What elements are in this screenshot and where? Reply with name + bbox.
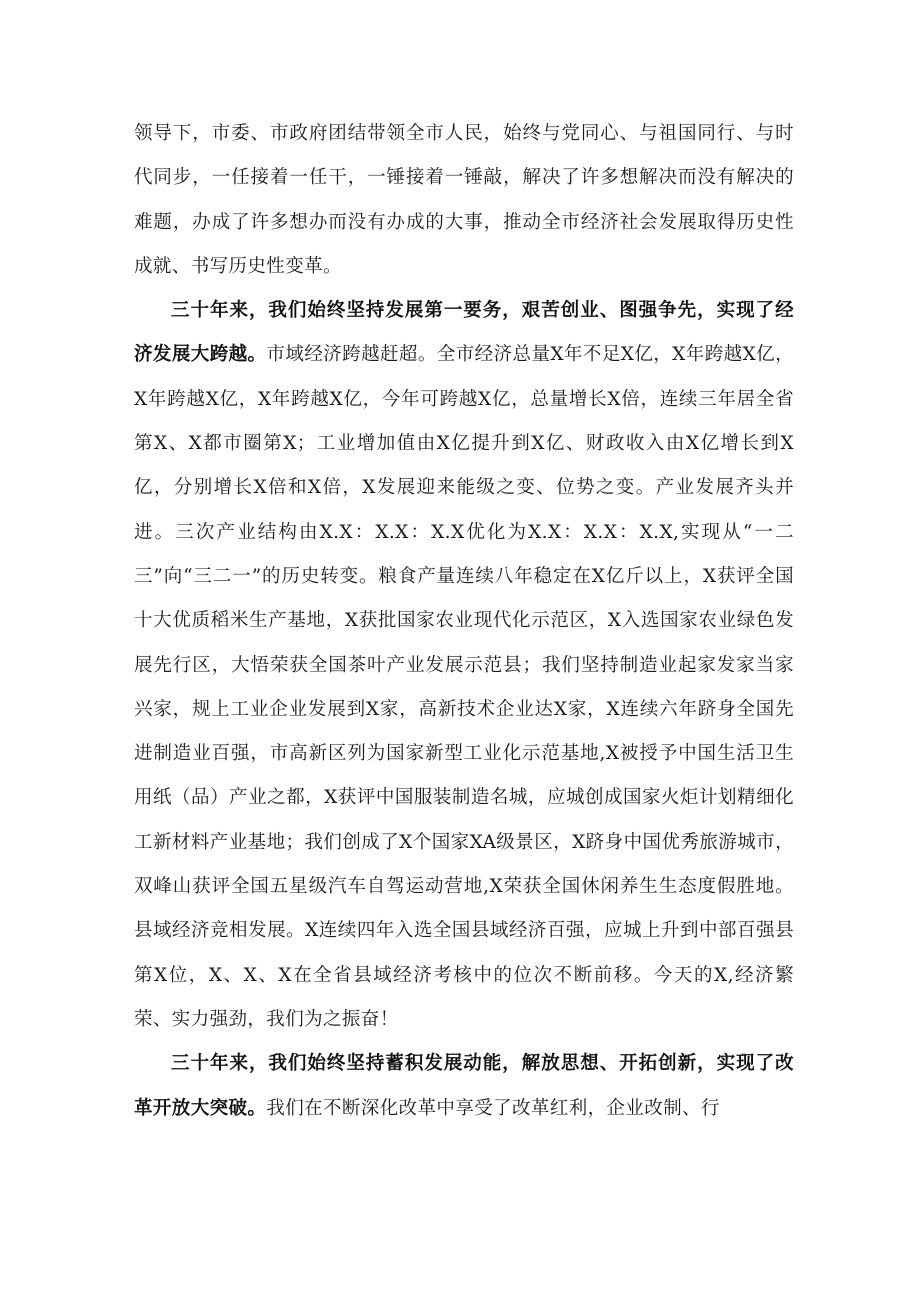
paragraph-1: [134, 112, 794, 289]
paragraph-3-lead: 三十年来，我们始终坚持蓄积发展动能，解放思想、开拓创新，实现了改革开放大突破。: [134, 1053, 794, 1119]
paragraph-3-body: 我们在不断深化改革中享受了改革红利，企业改制、行: [266, 1097, 720, 1119]
paragraph-3: [134, 1042, 794, 1131]
paragraph-2: [134, 289, 794, 1042]
document-body: [134, 112, 794, 1131]
paragraph-2-lead: 三十年来，我们始终坚持发展第一要务，艰苦创业、图强争先，实现了经济发展大跨越。: [134, 300, 794, 366]
paragraph-2-body: 市域经济跨越赶超。全市经济总量X年不足X亿，X年跨越X亿，X年跨越X亿，X年跨越X亿，今年可跨越X亿，总量增长X倍，连续三年居全省第X、X都市圈第X；工业增加值由X亿提升到X亿、财政收入由X亿增长到X亿，分别增长X倍和X倍，X发展迎来能级之变、位势之变。产业发展齐头并进。三次产业结构由X.X：X.X：X.X优化为X.X：X.X：X.X,实现从“一二三”向“三二一”的历史转变。粮食产量连续八年稳定在X亿斤以上，X获评全国十大优质稻米生产基地，X获批国家农业现代化示范区，X入选国家农业绿色发展先行区，大悟荣获全国茶叶产业发展示范县；我们坚持制造业起家发家当家兴家，规上工业企业发展到X家，高新技术企业达X家，X连续六年跻身全国先进制造业百强，市高新区列为国家新型工业化示范基地,X被授予中国生活卫生用纸（品）产业之都，X获评中国服装制造名城，应城创成国家火炬计划精细化工新材料产业基地；我们创成了X个国家XA级景区，X跻身中国优秀旅游城市，双峰山获评全国五星级汽车自驾运动营地,X荣获全国休闲养生生态度假胜地。县域经济竞相发展。X连续四年入选全国县域经济百强，应城上升到中部百强县第X位，X、X、X在全省县域经济考核中的位次不断前移。今天的X,经济繁荣、实力强劲，我们为之振奋！: [134, 344, 794, 1030]
paragraph-1-body: 领导下，市委、市政府团结带领全市人民，始终与党同心、与祖国同行、与时代同步，一任接着一任干，一锤接着一锤敲，解决了许多想解决而没有解决的难题，办成了许多想办而没有办成的大事，推动全市经济社会发展取得历史性成就、书写历史性变革。: [134, 123, 794, 277]
